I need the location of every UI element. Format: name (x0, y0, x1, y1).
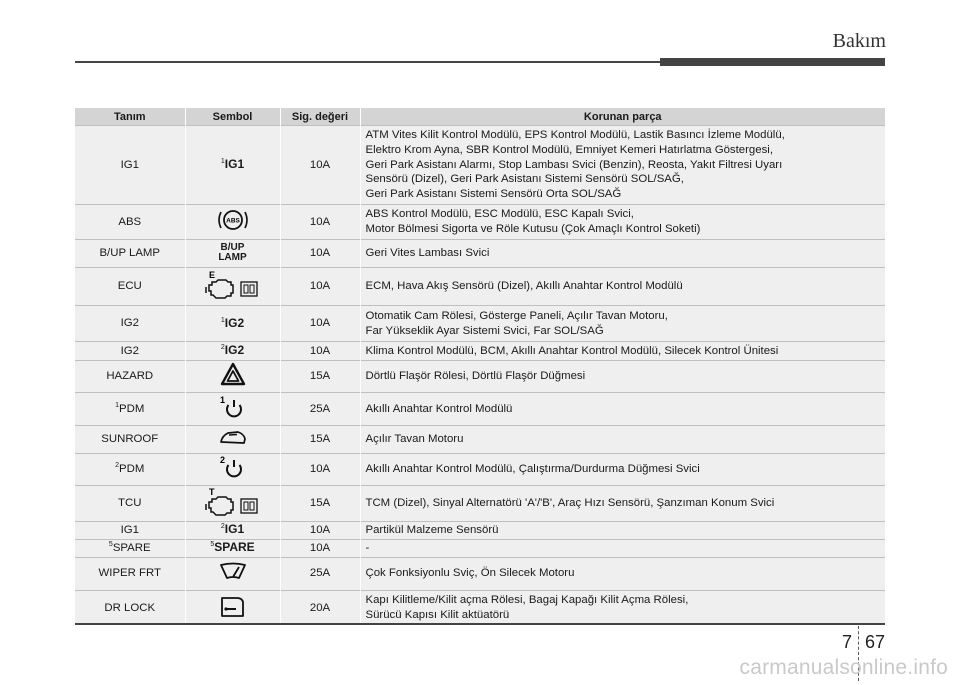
fuse-value: 15A (280, 361, 360, 393)
fuse-symbol (185, 454, 280, 486)
header-rule-accent (660, 58, 885, 66)
svg-text:1: 1 (219, 394, 225, 405)
column-header-name: Tanım (75, 108, 185, 126)
protected-parts: Akıllı Anahtar Kontrol Modülü, Çalıştırma/Durdurma Düğmesi Svici (360, 454, 885, 486)
fuse-name: $^1$PDM (75, 393, 185, 426)
fuse-symbol (185, 486, 280, 522)
fuse-value: 10A (280, 205, 360, 240)
table-row (75, 393, 885, 426)
fuse-value: 10A (280, 521, 360, 539)
fuse-name: TCU (75, 486, 185, 522)
protected-parts: Kapı Kilitleme/Kilit açma Rölesi, Bagaj Kapağı Kilit Açma Rölesi, Sürücü Kapısı Kilit aktüatörü (360, 590, 885, 625)
fuse-name: ECU (75, 268, 185, 306)
fuse-name: SUNROOF (75, 426, 185, 454)
fuse-value: 25A (280, 393, 360, 426)
watermark: carmanualsonline.info (739, 656, 948, 679)
table-row (75, 342, 885, 361)
hazard-icon (220, 362, 246, 386)
protected-parts: - (360, 539, 885, 557)
table-row (75, 539, 885, 557)
fuse-value: 10A (280, 454, 360, 486)
protected-parts: Dörtlü Flaşör Rölesi, Dörtlü Flaşör Düğmesi (360, 361, 885, 393)
engine-icon (203, 486, 263, 516)
protected-parts: Partikül Malzeme Sensörü (360, 521, 885, 539)
column-header-part: Korunan parça (360, 108, 885, 126)
fuse-symbol (185, 361, 280, 393)
protected-parts: TCM (Dizel), Sinyal Alternatörü 'A'/'B', Araç Hızı Sensörü, Şanzıman Konum Svici (360, 486, 885, 522)
fuse-value: 20A (280, 590, 360, 625)
page-header-title: Bakım (832, 30, 886, 52)
fuse-name: B/UP LAMP (75, 240, 185, 268)
fuse-name: IG2 (75, 342, 185, 361)
svg-text:2: 2 (219, 455, 225, 466)
protected-parts: ABS Kontrol Modülü, ESC Modülü, ESC Kapalı Svici, Motor Bölmesi Sigorta ve Röle Kutusu (Çok Amaçlı Kontrol Soketi) (360, 205, 885, 240)
table-row (75, 557, 885, 590)
fuse-name: WIPER FRT (75, 557, 185, 590)
protected-parts: Akıllı Anahtar Kontrol Modülü (360, 393, 885, 426)
fuse-value: 15A (280, 426, 360, 454)
fuse-value: 10A (280, 342, 360, 361)
protected-parts: ECM, Hava Akış Sensörü (Dizel), Akıllı Anahtar Kontrol Modülü (360, 268, 885, 306)
protected-parts: Çok Fonksiyonlu Sviç, Ön Silecek Motoru (360, 557, 885, 590)
protected-parts: Klima Kontrol Modülü, BCM, Akıllı Anahtar Kontrol Modülü, Silecek Kontrol Ünitesi (360, 342, 885, 361)
engine-icon (203, 269, 263, 299)
fuse-value: 15A (280, 486, 360, 522)
fuse-name: DR LOCK (75, 590, 185, 625)
page-number-value: 67 (865, 632, 886, 652)
fuse-symbol (185, 426, 280, 454)
fuse-symbol (185, 590, 280, 625)
abs-icon (216, 207, 250, 233)
table-row (75, 361, 885, 393)
fuse-table (75, 108, 885, 625)
protected-parts: Açılır Tavan Motoru (360, 426, 885, 454)
table-row (75, 306, 885, 342)
fuse-symbol (185, 205, 280, 240)
fuse-name: IG1 (75, 126, 185, 205)
fuse-name: $^2$PDM (75, 454, 185, 486)
fuse-name: IG2 (75, 306, 185, 342)
fuse-name: IG1 (75, 521, 185, 539)
wiper-icon (217, 560, 249, 582)
fuse-symbol: $^2$IG1 (185, 521, 280, 539)
fuse-symbol (185, 557, 280, 590)
column-header-value: Sig. değeri (280, 108, 360, 126)
table-row (75, 426, 885, 454)
column-header-symbol: Sembol (185, 108, 280, 126)
fuse-value: 10A (280, 539, 360, 557)
table-row (75, 521, 885, 539)
power-icon (218, 394, 248, 420)
sunroof-icon (218, 427, 248, 447)
fuse-symbol (185, 268, 280, 306)
fuse-name: ABS (75, 205, 185, 240)
protected-parts: Otomatik Cam Rölesi, Gösterge Paneli, Açılır Tavan Motoru, Far Yükseklik Ayar Sistemi Svici, Far SOL/SAĞ (360, 306, 885, 342)
fuse-name: $^5$SPARE (75, 539, 185, 557)
fuse-value: 25A (280, 557, 360, 590)
protected-parts: Geri Vites Lambası Svici (360, 240, 885, 268)
fuse-symbol: $^2$IG2 (185, 342, 280, 361)
table-row (75, 486, 885, 522)
fuse-symbol: B/UP LAMP (185, 240, 280, 268)
fuse-symbol: $^1$IG1 (185, 126, 280, 205)
fuse-symbol (185, 393, 280, 426)
footer-rule (75, 623, 885, 625)
table-row (75, 126, 885, 205)
fuse-name: HAZARD (75, 361, 185, 393)
door-lock-icon (220, 594, 246, 618)
fuse-value: 10A (280, 240, 360, 268)
table-row (75, 268, 885, 306)
fuse-value: 10A (280, 126, 360, 205)
table-row (75, 454, 885, 486)
table-header-row (75, 108, 885, 126)
svg-text:ABS: ABS (225, 217, 240, 225)
protected-parts: ATM Vites Kilit Kontrol Modülü, EPS Kontrol Modülü, Lastik Basıncı İzleme Modülü, Elektro Krom Ayna, SBR Kontrol Modülü, Emniyet Kemeri Hatırlatma Göstergesi, Geri Park Asistanı Alarmı, Stop Lambası Svici (Benzin), Reosta, Yakıt Filtresi Uyarı Sensörü (Dizel), Geri Park Asistanı Sistemi Sensörü SOL/SAĞ, Geri Park Asistanı Sistemi Sensörü Orta SOL/SAĞ (360, 126, 885, 205)
svg-text:E: E (208, 270, 215, 281)
fuse-symbol: $^5$SPARE (185, 539, 280, 557)
power-icon (218, 454, 248, 480)
svg-text:T: T (208, 487, 214, 497)
fuse-value: 10A (280, 306, 360, 342)
fuse-value: 10A (280, 268, 360, 306)
table-row (75, 590, 885, 625)
table-row (75, 240, 885, 268)
chapter-number: 7 (842, 632, 853, 652)
fuse-symbol: $^1$IG2 (185, 306, 280, 342)
table-row (75, 205, 885, 240)
